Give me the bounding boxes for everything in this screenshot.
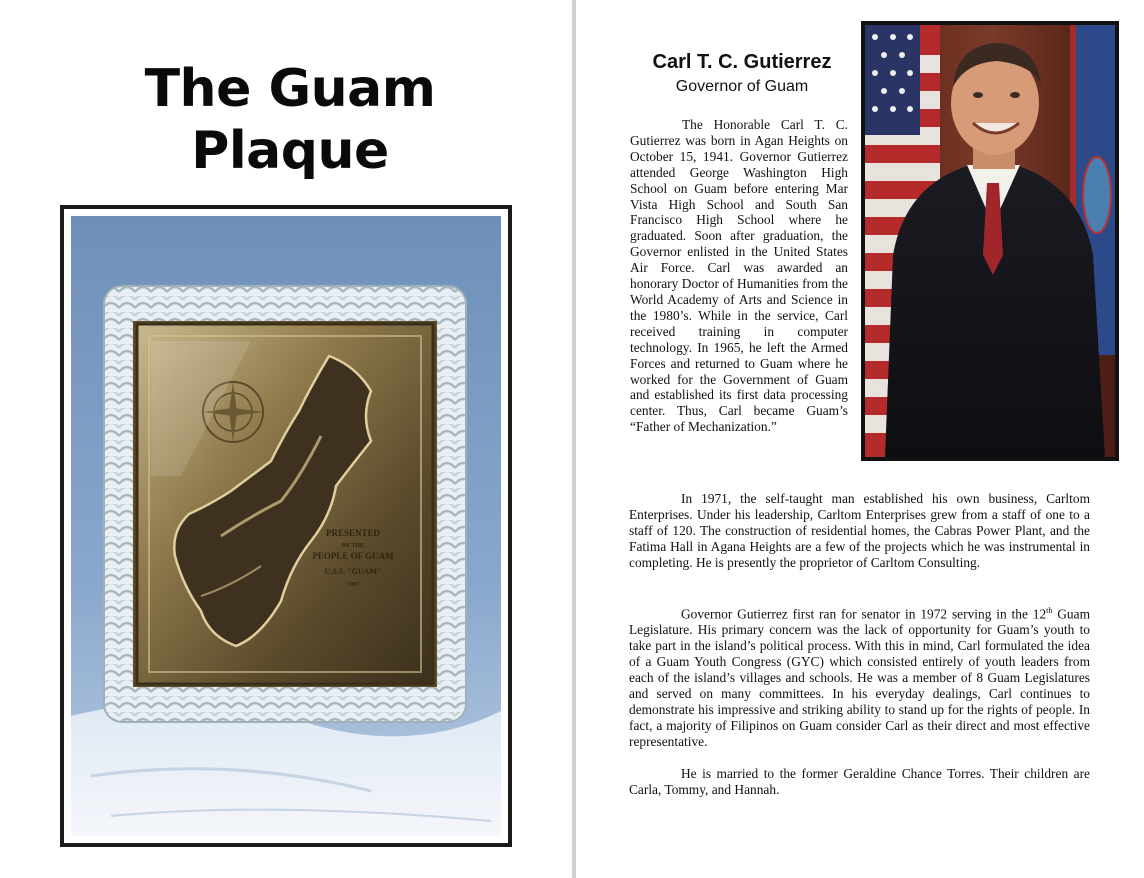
- plaque-inscription-1: PRESENTED: [325, 528, 381, 538]
- governor-title: Governor of Guam: [675, 78, 809, 95]
- plaque-inscription-3: PEOPLE OF GUAM: [312, 551, 394, 561]
- bio-paragraph-1: The Honorable Carl T. C. Gutierrez was born in Agan Heights on October 15, 1941. Governor Gutierrez attended George Washington High School on Guam before entering Mar Vista High School and South San Francisco High School where he graduated. Soon after graduation, the Governor enlisted in the United States Air Force. Carl was awarded an honorary Doctor of Humanities from the World Academy of Arts and Science in the 1980’s. While in the service, Carl received training in computer technology. In 1965, he left the Armed Forces and returned to Guam where he worked for the Government of Guam and established its first data processing center. Thus, Carl became Guam’s “Father of Mechanization.”: [630, 117, 848, 435]
- plaque-photo-frame: [60, 205, 512, 847]
- plaque-inscription-5: 1967: [347, 582, 359, 588]
- ordinal-suffix: th: [1046, 606, 1053, 615]
- bio-paragraph-2: In 1971, the self-taught man established his own business, Carltom Enterprises. Under his leadership, Carltom Enterprises grew from a staff of one to a staff of 120. The construction of residential homes, the Cabras Power Plant, and the Fatima Hall in Agana Heights are a few of the projects which he was instrumental in completing. He is presently the proprietor of Carltom Consulting.: [629, 491, 1090, 570]
- title-line-2: Plaque: [191, 121, 389, 181]
- page-title: [110, 58, 470, 182]
- bio-paragraph-3-start: Governor Gutierrez first ran for senator in 1972 serving in the 12: [681, 606, 1047, 622]
- title-line-1: The Guam: [144, 59, 436, 119]
- bio-paragraph-3: [629, 603, 1090, 750]
- governor-portrait: [865, 25, 1115, 457]
- governor-heading: [636, 50, 848, 98]
- plaque-inscription-4: U.S.S. "GUAM": [324, 567, 382, 576]
- plaque-inscription-2: BY THE: [341, 543, 365, 549]
- governor-portrait-frame: [861, 21, 1119, 461]
- governor-name: Carl T. C. Gutierrez: [652, 51, 832, 73]
- bio-paragraph-3-rest: Guam Legislature. His primary concern was the lack of opportunity for Guam’s youth to take part in the island’s political process. With this in mind, Carl formulated the idea of a Guam Youth Congress (GYC) which consisted entirely of youth leaders from each of the island’s villages and schools. He was a member of 8 Guam Legislatures and served on many committees. In his everyday dealings, Carl continues to demonstrate his impressive and striking ability to stand up for the rights of people. In fact, a majority of Filipinos on Guam consider Carl as their direct and most effective representative.: [629, 606, 1090, 749]
- plaque-photo: [71, 216, 501, 836]
- bio-paragraph-4: He is married to the former Geraldine Chance Torres. Their children are Carla, Tommy, and Hannah.: [629, 766, 1090, 797]
